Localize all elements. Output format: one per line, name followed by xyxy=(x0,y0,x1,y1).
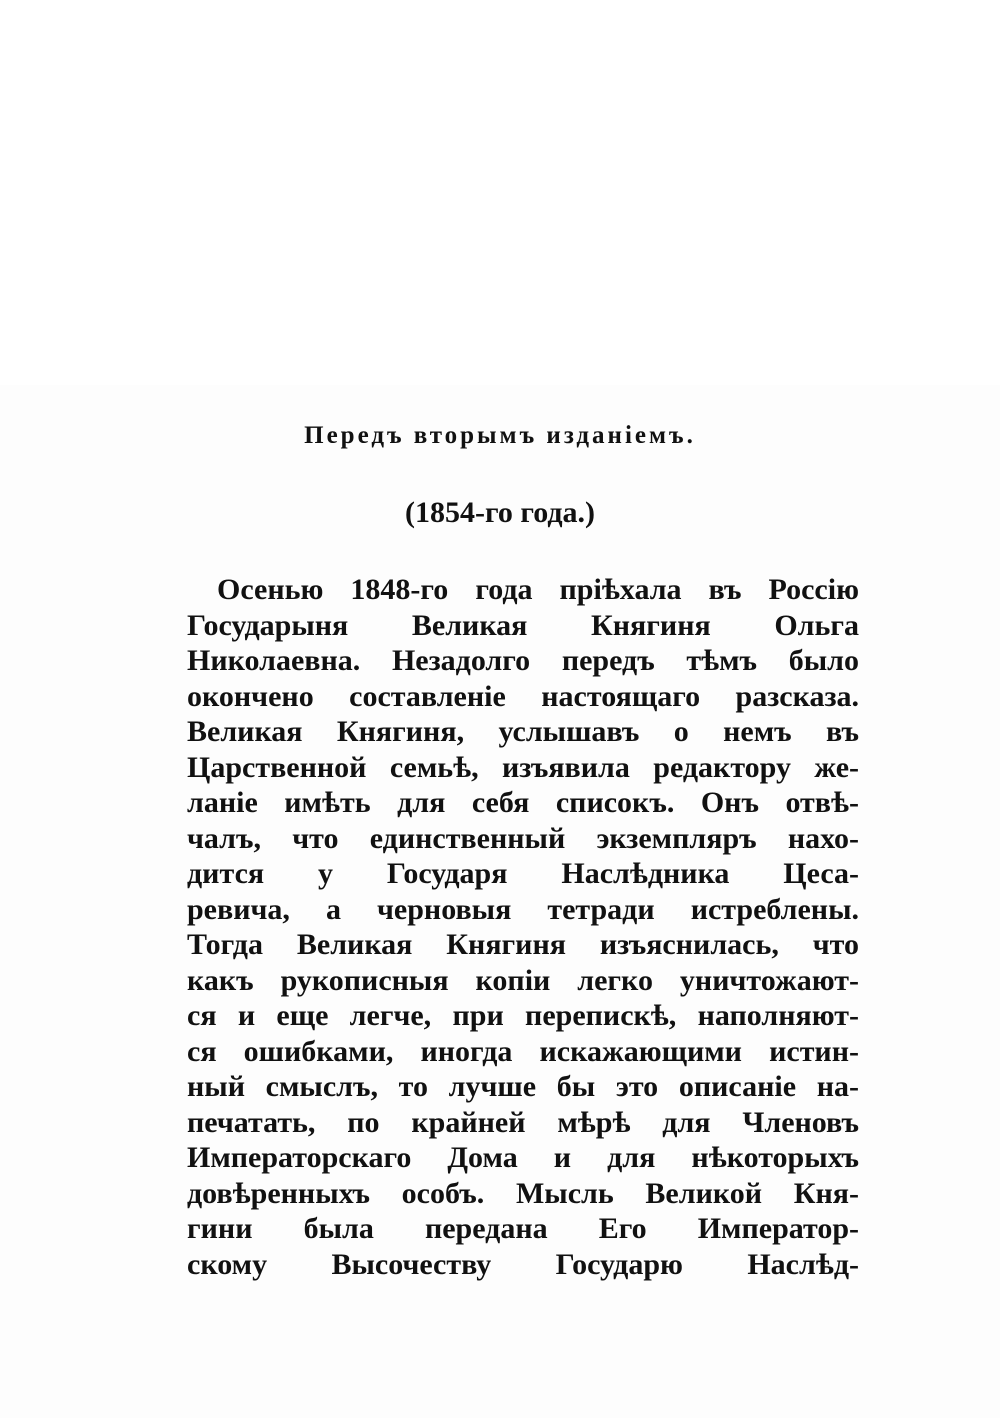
text-line: Николаевна. Незадолго передъ тѣмъ было xyxy=(187,644,859,677)
text-line: чалъ, что единственный экземпляръ нахо- xyxy=(187,821,859,855)
page-title: Передъ вторымъ изданіемъ. xyxy=(304,422,696,449)
text-line: Великая Княгиня, услышавъ о немъ въ xyxy=(187,715,859,748)
text-line: Осенью 1848-го года пріѣхала въ Россію xyxy=(217,573,859,606)
text-line: дится у Государя Наслѣдника Цеса- xyxy=(187,857,859,890)
text-line: окончено составленіе настоящаго разсказа. xyxy=(187,679,859,713)
body-text xyxy=(187,572,859,1282)
text-line: Царственной семьѣ, изъявила редактору же- xyxy=(187,750,859,784)
text-line: довѣренныхъ особъ. Мысль Великой Кня- xyxy=(187,1176,859,1210)
text-line: печатать, по крайней мѣрѣ для Членовъ xyxy=(187,1105,859,1139)
text-line: ный смыслъ, то лучше бы это описаніе на- xyxy=(187,1070,859,1103)
text-line: скому Высочеству Государю Наслѣд- xyxy=(187,1247,859,1281)
text-line: ланіе имѣть для себя списокъ. Онъ отвѣ- xyxy=(187,786,859,819)
text-line: ся и еще легче, при перепискѣ, наполняют- xyxy=(187,999,859,1032)
text-line: какъ рукописныя копіи легко уничтожают- xyxy=(187,963,859,997)
text-line: гини была передана Его Император- xyxy=(187,1212,859,1245)
text-line: ся ошибками, иногда искажающими истин- xyxy=(187,1034,859,1068)
page-subtitle: (1854-го года.) xyxy=(404,496,596,529)
text-line: Государыня Великая Княгиня Ольга xyxy=(187,608,859,642)
text-line: Тогда Великая Княгиня изъяснилась, что xyxy=(187,928,859,961)
text-line: Императорскаго Дома и для нѣкоторыхъ xyxy=(187,1141,859,1174)
text-line: ревича, а черновыя тетради истреблены. xyxy=(187,892,859,926)
